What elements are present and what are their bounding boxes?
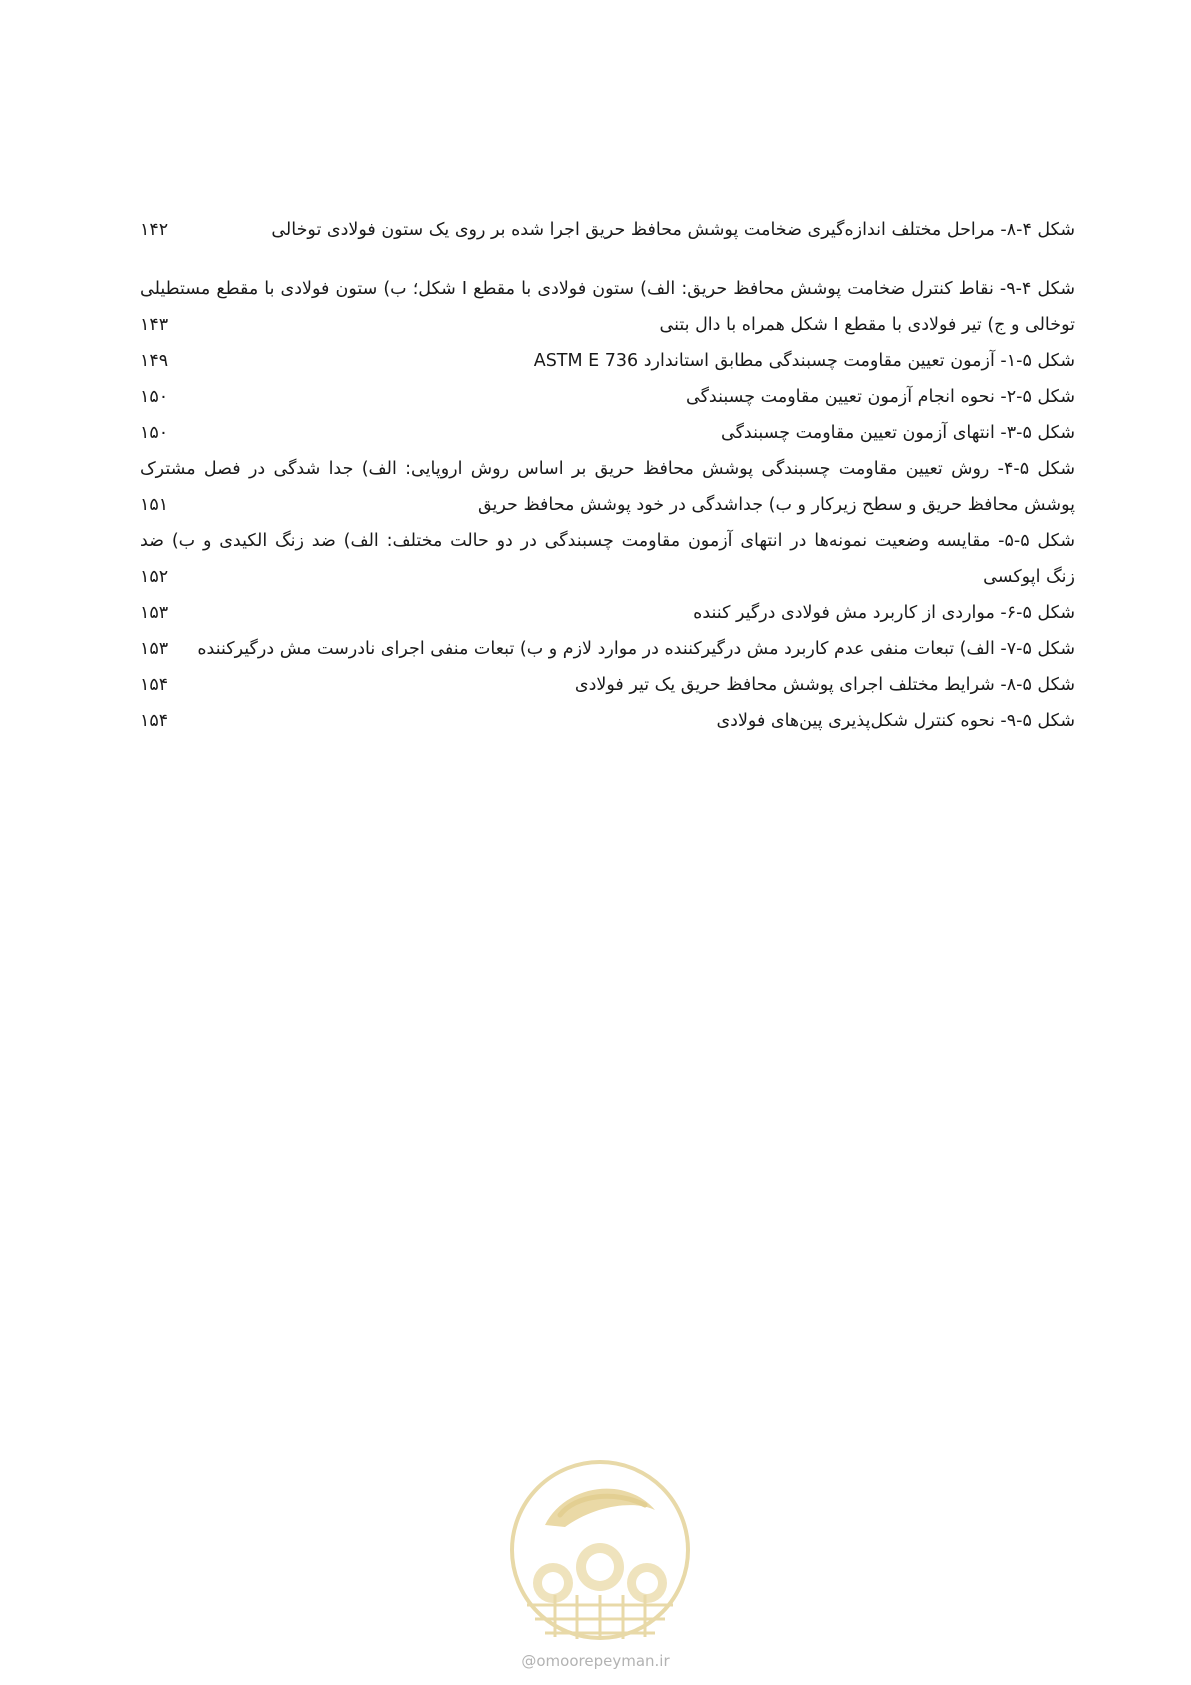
toc-entry-text: شکل ۵-۱- آزمون تعیین مقاومت چسبندگی مطابق استاندارد ASTM E 736 (533, 351, 1075, 371)
toc-entry-text: شکل ۴-۹- نقاط کنترل ضخامت پوشش محافظ حریق: الف) ستون فولادی با مقطع I شکل؛ ب) ستون فولادی با مقطع مستطیلی (140, 279, 1075, 299)
toc-page-number: ۱۵۳ (140, 603, 169, 623)
toc-page-number: ۱۵۳ (140, 639, 169, 659)
toc-entry (140, 523, 1075, 595)
toc-page-number: ۱۴۳ (140, 315, 169, 335)
toc-entry-text: شکل ۵-۹- نحوه کنترل شکل‌پذیری پین‌های فولادی (716, 711, 1075, 731)
toc-entry (140, 271, 1075, 343)
toc-page-number: ۱۵۰ (140, 423, 169, 443)
toc-entry-text: شکل ۵-۲- نحوه انجام آزمون تعیین مقاومت چسبندگی (686, 387, 1075, 407)
toc-entry (140, 451, 1075, 523)
toc-entry (140, 667, 1075, 703)
toc-entry-text: شکل ۵-۳- انتهای آزمون تعیین مقاومت چسبندگی (721, 423, 1075, 443)
watermark-url: @omoorepeyman.ir (521, 1652, 670, 1670)
toc-entry (140, 415, 1075, 451)
toc-entry-text: توخالی و ج) تیر فولادی با مقطع I شکل همراه با دال بتنی (659, 315, 1075, 335)
toc-entry-text: شکل ۵-۶- مواردی از کاربرد مش فولادی درگیر کننده (693, 603, 1075, 623)
toc-entry (140, 595, 1075, 631)
toc-entry-text: پوشش محافظ حریق و سطح زیرکار و ب) جداشدگی در خود پوشش محافظ حریق (477, 495, 1075, 515)
toc-entry-text: شکل ۵-۴- روش تعیین مقاومت چسبندگی پوشش محافظ حریق بر اساس روش اروپایی: الف) جدا شدگی در فصل مشترک (140, 459, 1075, 479)
toc-page-number: ۱۵۰ (140, 387, 169, 407)
toc-entry-text: شکل ۴-۸- مراحل مختلف اندازه‌گیری ضخامت پوشش محافظ حریق اجرا شده بر روی یک ستون فولادی توخالی (271, 220, 1075, 240)
toc-entry-text: شکل ۵-۸- شرایط مختلف اجرای پوشش محافظ حریق یک تیر فولادی (574, 675, 1075, 695)
toc-page-number: ۱۵۱ (140, 495, 169, 515)
toc-page-number: ۱۴۲ (140, 220, 169, 240)
toc-entry-text: شکل ۵-۷- الف) تبعات منفی عدم کاربرد مش درگیرکننده در موارد لازم و ب) تبعات منفی اجرای نادرست مش درگیرکننده (197, 639, 1075, 659)
toc-entry (140, 379, 1075, 415)
toc-entry-text: شکل ۵-۵- مقایسه وضعیت نمونه‌ها در انتهای آزمون مقاومت چسبندگی در دو حالت مختلف: الف) ضد زنگ الکیدی و ب) ضد (140, 531, 1075, 551)
toc-page-number: ۱۵۴ (140, 711, 169, 731)
toc-entry (140, 703, 1075, 739)
toc-page-number: ۱۵۴ (140, 675, 169, 695)
toc-entry-text: زنگ اپوکسی (983, 567, 1075, 587)
toc-entry (140, 343, 1075, 379)
toc-entry (140, 212, 1075, 248)
toc-entry (140, 631, 1075, 667)
toc-page-number: ۱۴۹ (140, 351, 169, 371)
toc-page-number: ۱۵۲ (140, 567, 169, 587)
omoore-peyman-logo (505, 1455, 695, 1645)
list-of-figures (140, 212, 1075, 739)
